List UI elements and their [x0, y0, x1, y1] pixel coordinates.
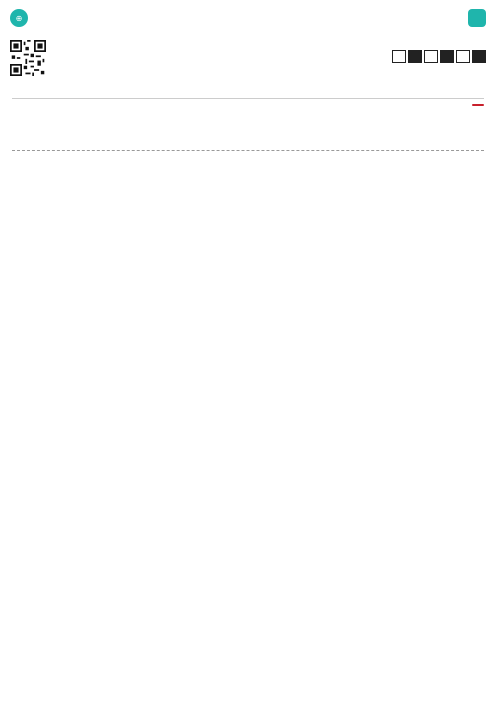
difficulty-value — [392, 50, 406, 63]
divider — [12, 98, 484, 99]
exam-header — [52, 44, 486, 98]
duration-value — [424, 50, 438, 63]
question-count-label — [472, 50, 486, 63]
site-info — [10, 9, 32, 27]
qr-code-icon — [10, 40, 46, 76]
globe-icon: ⊕ — [10, 9, 28, 27]
gama-logo-icon — [468, 9, 486, 27]
difficulty-label — [408, 50, 422, 63]
student-info — [12, 137, 484, 151]
question-count-value — [456, 50, 470, 63]
note-box — [12, 104, 484, 128]
exam-meta — [52, 50, 486, 63]
duration-label — [440, 50, 454, 63]
page-header — [10, 8, 486, 28]
brand — [464, 9, 486, 27]
note-tag — [472, 104, 484, 106]
